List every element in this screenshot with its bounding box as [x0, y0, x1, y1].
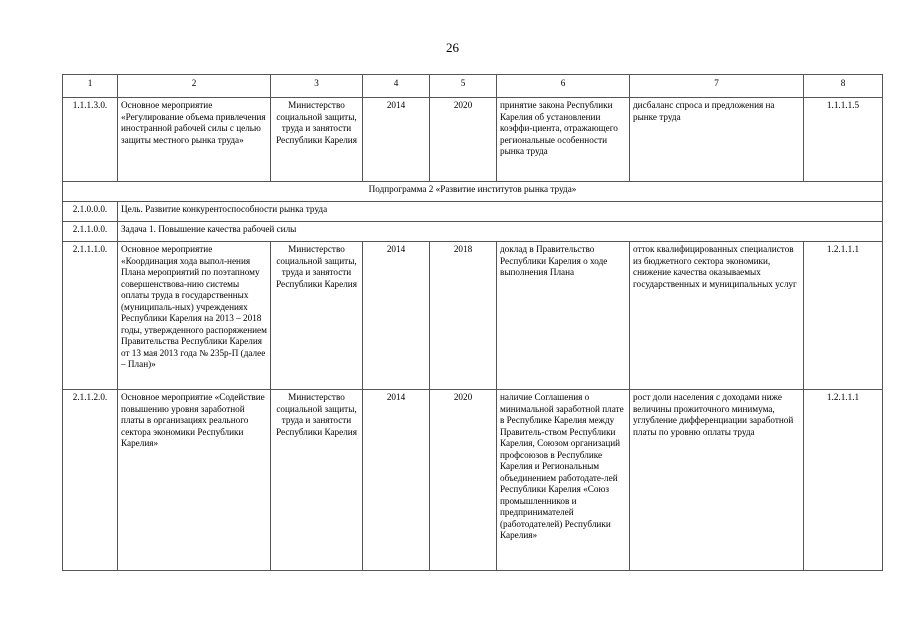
task-code: 2.1.1.0.0. [63, 222, 118, 242]
activity-end-year: 2018 [430, 242, 497, 390]
activity-name: Основное мероприятие «Содействие повышению уровня заработной платы в организациях реального сектора экономики Республики Карелия» [118, 390, 271, 571]
activity-start-year: 2014 [363, 390, 430, 571]
activities-table [62, 74, 883, 571]
activity-start-year: 2014 [363, 242, 430, 390]
activity-result: принятие закона Республики Карелия об установлении коэффи-циента, отражающего региональные особенности рынка труда [497, 98, 630, 182]
header-col-5: 5 [430, 75, 497, 98]
activity-executor: Министерство социальной защиты, труда и занятости Республики Карелия [271, 242, 363, 390]
activity-indicator: 1.2.1.1.1 [804, 242, 883, 390]
activity-result: доклад в Правительство Республики Карелия о ходе выполнения Плана [497, 242, 630, 390]
header-row [63, 75, 883, 98]
table-row [63, 390, 883, 571]
header-col-1: 1 [63, 75, 118, 98]
header-col-3: 3 [271, 75, 363, 98]
subprogram-title: Подпрограмма 2 «Развитие институтов рынка труда» [63, 182, 883, 202]
activity-end-year: 2020 [430, 98, 497, 182]
subprogram-row [63, 182, 883, 202]
activity-indicator: 1.2.1.1.1 [804, 390, 883, 571]
header-col-4: 4 [363, 75, 430, 98]
table-row [63, 242, 883, 390]
activity-result: наличие Соглашения о минимальной заработной плате в Республике Карелия между Правитель-ством Республики Карелия, Союзом организаций профсоюзов в Республике Карелия и Региональным объединением работодате-лей Республики Карелия «Союз промышленников и предпринимателей (работодателей) Республики Карелия» [497, 390, 630, 571]
header-col-8: 8 [804, 75, 883, 98]
header-col-7: 7 [630, 75, 804, 98]
activity-executor: Министерство социальной защиты, труда и занятости Республики Карелия [271, 390, 363, 571]
activity-start-year: 2014 [363, 98, 430, 182]
activity-consequences: рост доли населения с доходами ниже величины прожиточного минимума, углубление дифференциации заработной платы по уровню оплаты труда [630, 390, 804, 571]
activity-consequences: дисбаланс спроса и предложения на рынке труда [630, 98, 804, 182]
task-text: Задача 1. Повышение качества рабочей силы [118, 222, 883, 242]
activity-end-year: 2020 [430, 390, 497, 571]
activity-name: Основное мероприятие «Координация хода выпол-нения Плана мероприятий по поэтапному совершенствова-нию системы оплаты труда в государственных (муниципаль-ных) учреждениях Республики Карелия на 2013 – 2018 годы, утвержденного распоряжением Правительства Республики Карелия от 13 мая 2013 года № 235р-П (далее – План)» [118, 242, 271, 390]
activity-code: 2.1.1.1.0. [63, 242, 118, 390]
task-row [63, 222, 883, 242]
header-col-2: 2 [118, 75, 271, 98]
goal-row [63, 202, 883, 222]
table-row [63, 98, 883, 182]
activity-consequences: отток квалифицированных специалистов из бюджетного сектора экономики, снижение качества оказываемых государственных и муниципальных услуг [630, 242, 804, 390]
activity-code: 2.1.1.2.0. [63, 390, 118, 571]
activity-name: Основное мероприятие «Регулирование объема привлечения иностранной рабочей силы с целью защиты местного рынка труда» [118, 98, 271, 182]
goal-code: 2.1.0.0.0. [63, 202, 118, 222]
goal-text: Цель. Развитие конкурентоспособности рынка труда [118, 202, 883, 222]
activity-code: 1.1.1.3.0. [63, 98, 118, 182]
activity-executor: Министерство социальной защиты, труда и занятости Республики Карелия [271, 98, 363, 182]
page-number: 26 [446, 40, 459, 55]
activity-indicator: 1.1.1.1.5 [804, 98, 883, 182]
header-col-6: 6 [497, 75, 630, 98]
